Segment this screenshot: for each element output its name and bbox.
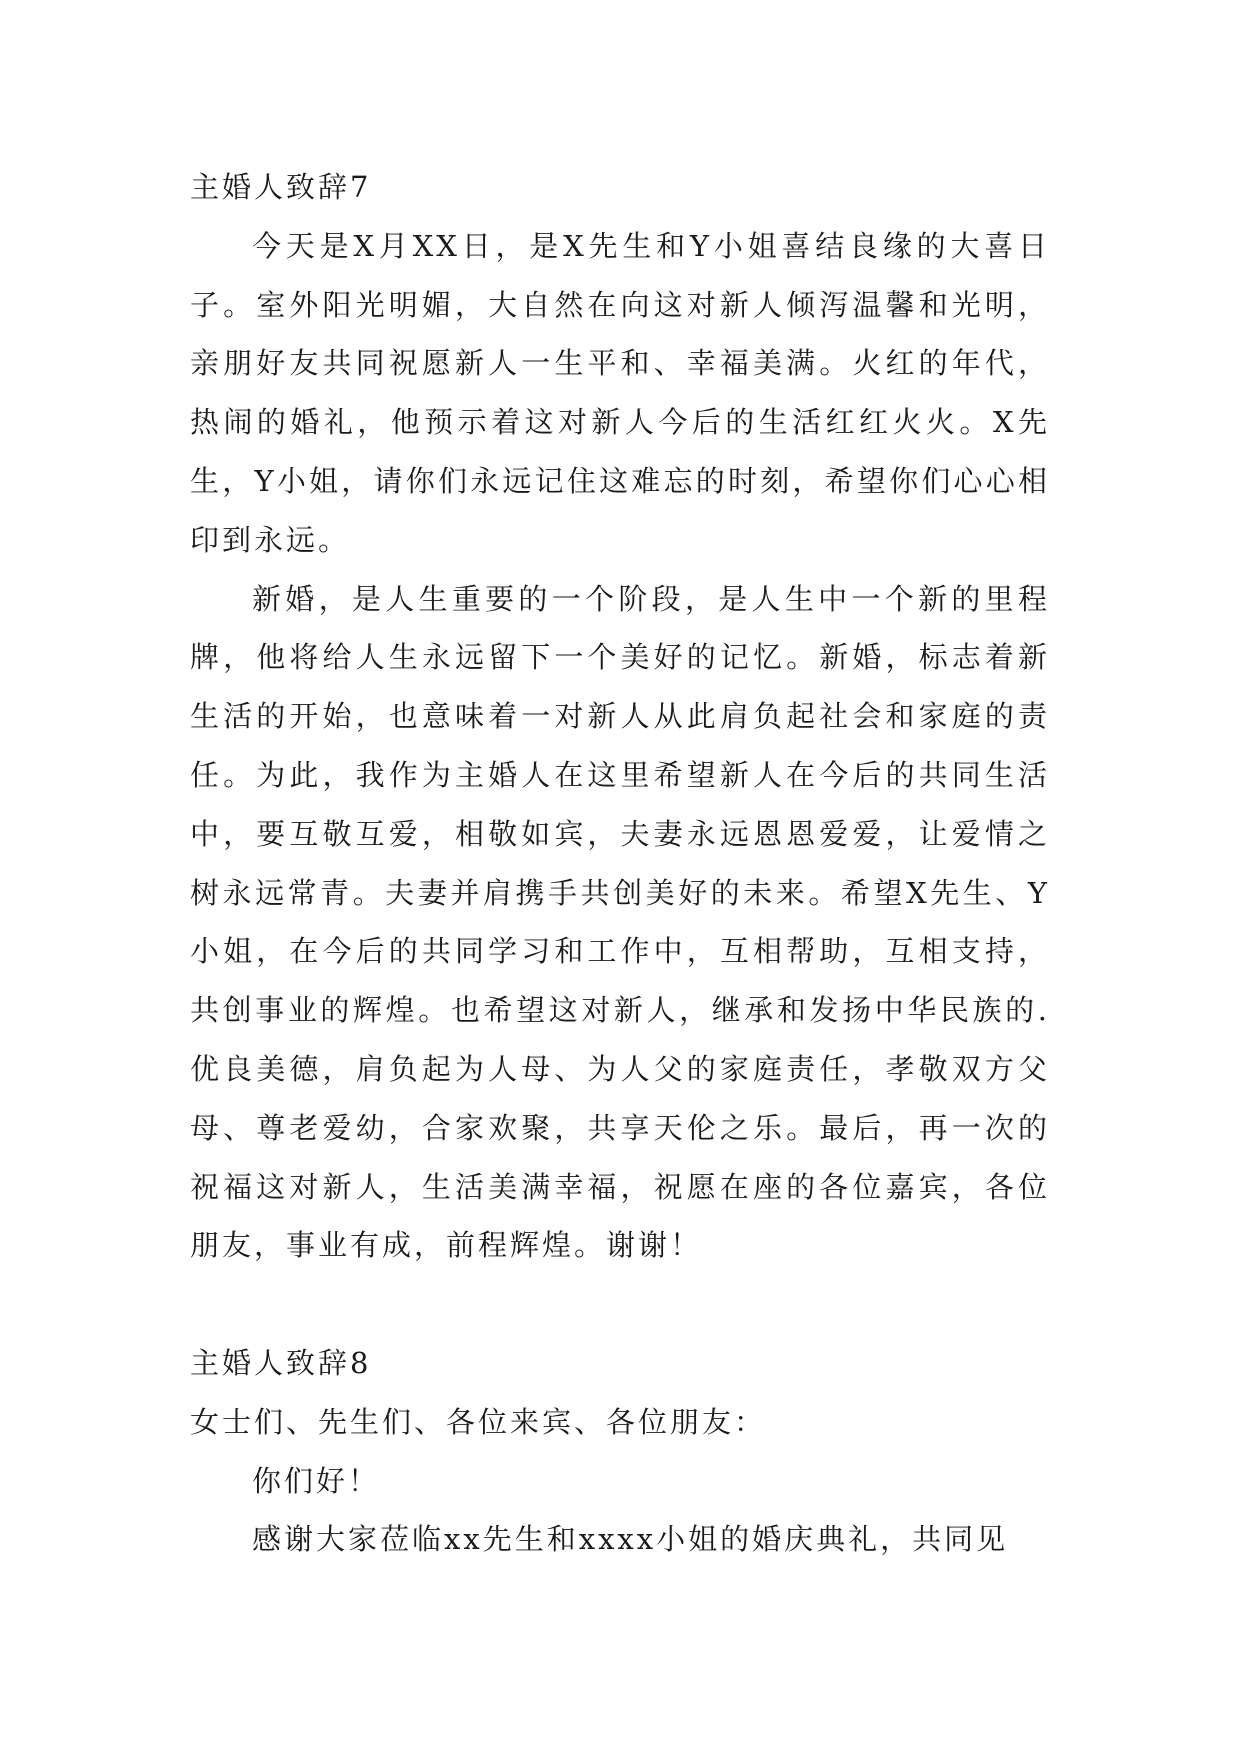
section-7-paragraph-1: 今天是X月XX日，是X先生和Y小姐喜结良缘的大喜日子。室外阳光明媚，大自然在向这对新人倾泻温馨和光明，亲朋好友共同祝愿新人一生平和、幸福美满。火红的年代，热闹的婚礼，他预示着这对新人今后的生活红红火火。X先生，Y小姐，请你们永远记住这难忘的时刻，希望你们心心相印到永远。 xyxy=(190,228,1050,557)
section-8-opening: 感谢大家莅临xx先生和xxxx小姐的婚庆典礼，共同见 xyxy=(252,1522,1009,1557)
section-8-title: 主婚人致辞8 xyxy=(190,1345,372,1380)
section-spacer xyxy=(190,1275,1050,1334)
section-7-paragraph-2: 新婚，是人生重要的一个阶段，是人生中一个新的里程牌，他将给人生永远留下一个美好的记忆。新婚，标志着新生活的开始，也意味着一对新人从此肩负起社会和家庭的责任。为此，我作为主婚人在这里希望新人在今后的共同生活中，要互敬互爱，相敬如宾，夫妻永远恩恩爱爱，让爱情之树永远常青。夫妻并肩携手共创美好的未来。希望X先生、Y小姐，在今后的共同学习和工作中，互相帮助，互相支持，共创事业的辉煌。也希望这对新人，继承和发扬中华民族的.优良美德，肩负起为人母、为人父的家庭责任，孝敬双方父母、尊老爱幼，合家欢聚，共享天伦之乐。最后，再一次的祝福这对新人，生活美满幸福，祝愿在座的各位嘉宾，各位朋友，事业有成，前程辉煌。谢谢！ xyxy=(190,581,1050,1263)
section-8-salutation: 女士们、先生们、各位来宾、各位朋友： xyxy=(190,1404,767,1439)
section-8-greeting: 你们好！ xyxy=(252,1463,381,1498)
section-7-title: 主婚人致辞7 xyxy=(190,170,372,204)
document-body xyxy=(190,158,1050,1569)
